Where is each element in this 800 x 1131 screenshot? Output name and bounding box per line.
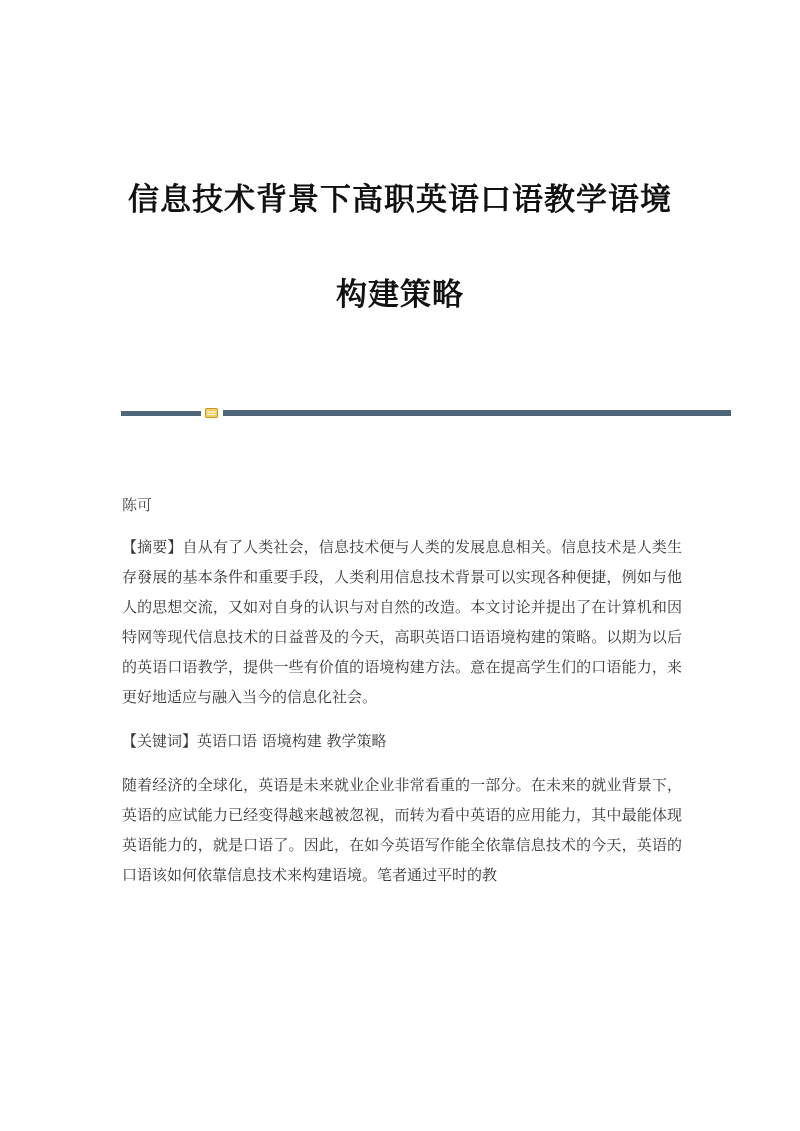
divider-bar-right: [223, 410, 731, 416]
title-divider: [121, 408, 731, 418]
document-title-line-1: 信息技术背景下高职英语口语教学语境: [128, 182, 672, 218]
abstract-paragraph: 【摘要】自从有了人类社会，信息技术便与人类的发展息息相关。信息技术是人类生存發展的基本条件和重要手段，人类利用信息技术背景可以实现各种便捷，例如与他人的思想交流，又如对自身的认识与对自然的改造。本文讨论并提出了在计算机和因特网等现代信息技术的日益普及的今天，高职英语口语语境构建的策略。以期为以后的英语口语教学，提供一些有价值的语境构建方法。意在提高学生们的口语能力，来更好地适应与融入当今的信息化社会。: [122, 538, 682, 706]
keywords-line: 【关键词】英语口语 语境构建 教学策略: [122, 732, 387, 750]
title-block: [0, 180, 800, 315]
document-emblem-icon: [205, 408, 218, 418]
document-body: [122, 490, 682, 890]
divider-bar-left: [121, 411, 201, 416]
author-name: 陈可: [122, 496, 153, 514]
document-title-line-2: 构建策略: [336, 277, 464, 313]
body-paragraph: 随着经济的全球化，英语是未来就业企业非常看重的一部分。在未来的就业背景下，英语的应试能力已经变得越来越被忽视，而转为看中英语的应用能力，其中最能体现英语能力的，就是口语了。因此，在如今英语写作能全依靠信息技术的今天，英语的口语该如何依靠信息技术来构建语境。笔者通过平时的教: [122, 776, 682, 884]
